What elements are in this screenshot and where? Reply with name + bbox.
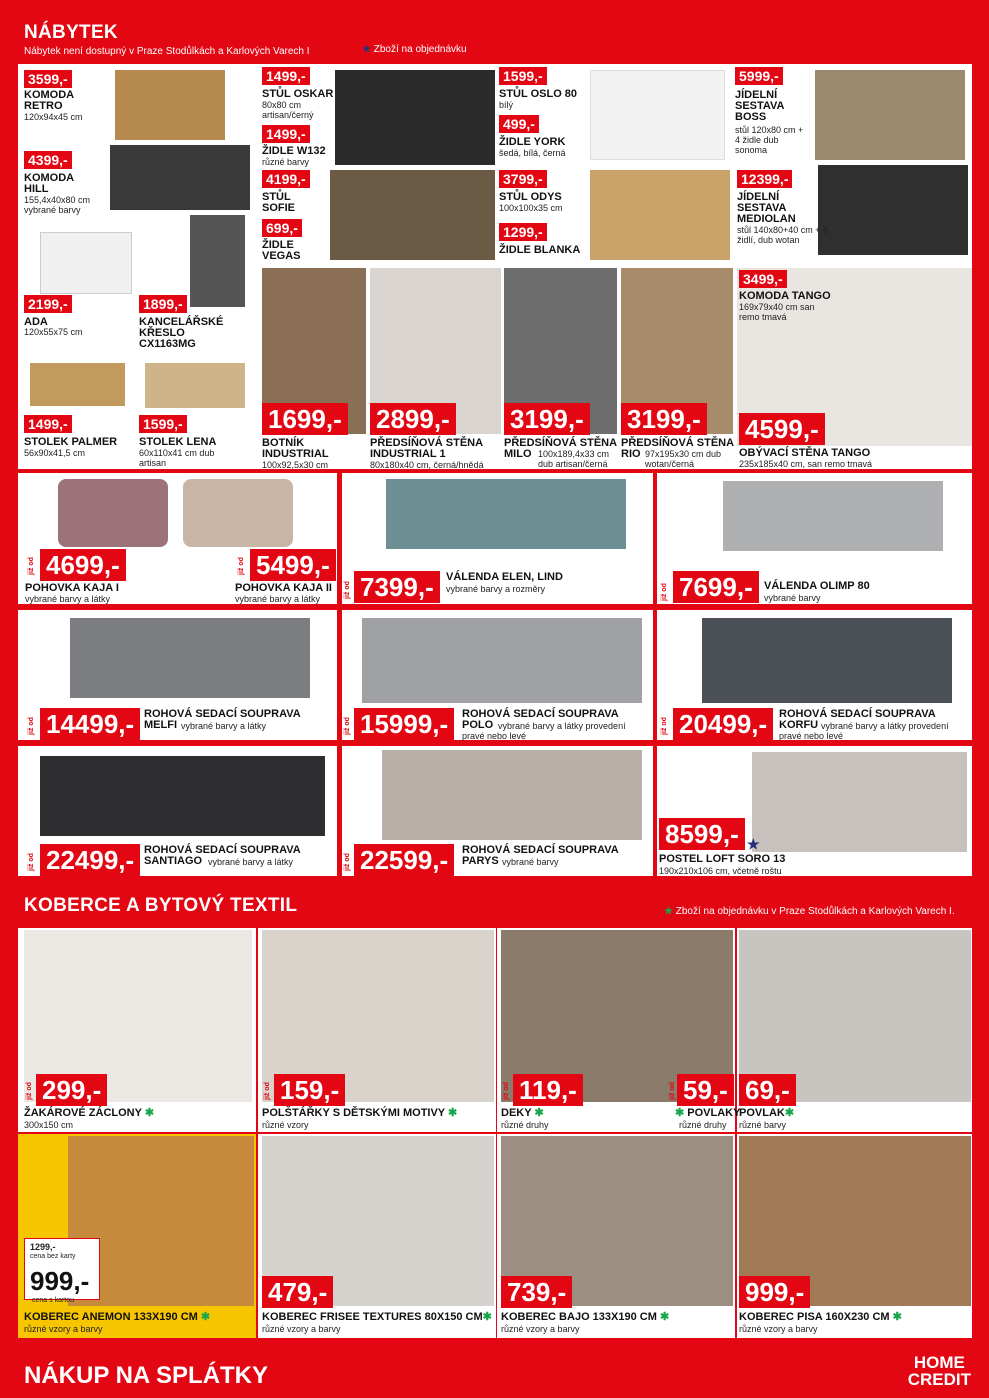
product-image	[183, 479, 293, 547]
product-name: STŮL SOFIE	[262, 191, 296, 214]
price-tag: 1599,-	[139, 415, 187, 433]
product-name: STŮL OSKAR	[262, 88, 334, 100]
product-name: ROHOVÁ SEDACÍ SOUPRAVA POLO	[462, 708, 619, 731]
product-image	[382, 750, 642, 840]
product-desc: 120x55x75 cm	[24, 327, 83, 337]
product-name: ✱ POVLAKY	[675, 1107, 741, 1119]
product-image	[815, 70, 965, 160]
product-desc: 190x210x106 cm, včetně roštu	[659, 866, 782, 876]
price-tag: 22499,-	[40, 844, 140, 876]
product-card	[342, 610, 653, 740]
product-desc: 56x90x41,5 cm	[24, 448, 86, 458]
price-tag: 4699,-	[40, 549, 126, 581]
product-desc: 300x150 cm	[24, 1120, 74, 1130]
product-name: JÍDELNÍ SESTAVA MEDIOLAN	[737, 191, 796, 225]
product-image	[752, 752, 967, 852]
product-name: KOMODA HILL	[24, 172, 74, 195]
product-name: ROHOVÁ SEDACÍ SOUPRAVA PARYS	[462, 844, 619, 867]
price-tag: 159,-	[274, 1074, 345, 1106]
card-price-note: cena s kartou	[32, 1297, 75, 1304]
product-name: ROHOVÁ SEDACÍ SOUPRAVA KORFU	[779, 708, 936, 731]
price-tag: 299,-	[36, 1074, 107, 1106]
product-image	[590, 70, 725, 160]
product-name: KOBEREC ANEMON 133X190 CM ✱	[24, 1311, 211, 1323]
product-card	[657, 746, 972, 876]
price-tag: 1899,-	[139, 295, 187, 313]
product-card	[18, 1134, 256, 1338]
footer-title: NÁKUP NA SPLÁTKY	[24, 1362, 269, 1389]
product-desc: vybrané barvy	[764, 593, 821, 603]
product-name: POSTEL LOFT SORO 13	[659, 853, 786, 865]
product-desc: šedá, bílá, černá	[499, 148, 566, 158]
product-desc: vybrané barvy a látky	[181, 721, 267, 731]
od-label: již od	[238, 557, 245, 575]
product-name: STŮL OSLO 80	[499, 88, 578, 100]
product-name: OBÝVACÍ STĚNA TANGO	[739, 447, 871, 459]
product-name: KANCELÁŘSKÉ KŘESLO CX1163MG	[139, 316, 224, 350]
product-desc: vybrané barvy a rozměry	[446, 584, 546, 594]
product-name: STOLEK LENA	[139, 436, 217, 448]
product-card	[342, 473, 653, 604]
price-tag: 3599,-	[24, 70, 72, 88]
price-tag: 1499,-	[24, 415, 72, 433]
product-image	[115, 70, 225, 140]
price-tag: 3499,-	[739, 270, 787, 288]
price-tag: 7699,-	[673, 571, 759, 603]
price-tag: 479,-	[262, 1276, 333, 1308]
od-label: již od	[503, 1082, 510, 1100]
order-note: ★ Zboží na objednávku v Praze Stodůlkách a Karlových Varech I.	[664, 906, 955, 917]
product-name: KOMODA RETRO	[24, 89, 74, 112]
product-name: ŽIDLE YORK	[499, 136, 566, 148]
product-name: PŘEDSÍŇOVÁ STĚNA MILO	[504, 437, 617, 460]
furniture-header	[0, 0, 989, 64]
price-tag: 999,-	[30, 1266, 90, 1296]
price-tag: 59,-	[677, 1074, 734, 1106]
price-tag: 1499,-	[262, 125, 310, 143]
price-tag: 119,-	[513, 1074, 583, 1106]
od-label: již od	[26, 1082, 33, 1100]
price-tag: 69,-	[739, 1074, 796, 1106]
od-label: již od	[344, 853, 351, 871]
product-desc: vybrané barvy a látky	[25, 594, 111, 604]
product-name: ŽIDLE VEGAS	[262, 239, 301, 262]
price-tag: 1599,-	[499, 67, 547, 85]
product-card	[737, 1134, 972, 1338]
price-tag: 5999,-	[735, 67, 783, 85]
product-name: KOBEREC FRISEE TEXTURES 80X150 CM✱	[262, 1311, 492, 1323]
price-tag: 739,-	[501, 1276, 572, 1308]
product-desc: bílý	[499, 100, 514, 110]
product-name: POLŠTÁŘKY S DĚTSKÝMI MOTIVY ✱	[262, 1107, 458, 1119]
product-card	[657, 473, 972, 604]
price-tag: 8599,-	[659, 818, 745, 850]
od-label: již od	[28, 557, 35, 575]
product-name: ROHOVÁ SEDACÍ SOUPRAVA SANTIAGO	[144, 844, 301, 867]
od-label: již od	[661, 717, 668, 735]
od-label: již od	[28, 853, 35, 871]
product-image	[590, 170, 730, 260]
product-desc: různé druhy	[501, 1120, 549, 1130]
product-name: ŽAKÁROVÉ ZÁCLONY ✱	[24, 1107, 155, 1119]
product-name: POHOVKA KAJA I	[25, 582, 119, 594]
od-label: již od	[28, 717, 35, 735]
product-card	[657, 610, 972, 740]
product-card	[18, 473, 337, 604]
star-icon: ★	[747, 836, 760, 852]
product-desc: různé vzory a barvy	[262, 1324, 341, 1334]
home-credit-logo: HOME CREDIT	[907, 1353, 971, 1389]
footer	[0, 1352, 989, 1398]
product-name: VÁLENDA ELEN, LIND	[446, 571, 563, 583]
product-desc: různé barvy	[262, 157, 310, 167]
order-note: ★ Zboží na objednávku	[362, 44, 467, 55]
product-desc: 235x185x40 cm, san remo tmavá	[739, 459, 873, 469]
product-desc: vybrané barvy a látky provedení pravé nebo levé	[462, 721, 626, 741]
product-card	[669, 928, 972, 1132]
old-price: 1299,-	[30, 1242, 56, 1252]
product-card	[18, 610, 337, 740]
star-icon: ★	[664, 906, 673, 917]
price-tag: 1699,-	[262, 403, 348, 435]
product-name: KOBEREC BAJO 133X190 CM ✱	[501, 1311, 670, 1323]
product-desc: 120x94x45 cm	[24, 112, 83, 122]
product-desc: 100x189,4x33 cm dub artisan/černá	[538, 449, 610, 469]
product-image	[723, 481, 943, 551]
product-desc: vybrané barvy a látky	[208, 857, 294, 867]
product-card	[342, 746, 653, 876]
product-card	[18, 928, 256, 1132]
product-image	[818, 165, 968, 255]
product-image	[190, 215, 245, 307]
product-desc: stůl 120x80 cm + 4 židle dub sonoma	[735, 125, 804, 155]
product-card	[18, 746, 337, 876]
product-desc: 100x92,5x30 cm	[262, 460, 329, 470]
product-image	[145, 363, 245, 408]
od-label: již od	[669, 1082, 676, 1100]
product-name: KOMODA TANGO	[739, 290, 831, 302]
price-tag: 7399,-	[354, 571, 440, 603]
product-image	[30, 363, 125, 406]
product-name: ADA	[24, 316, 48, 328]
price-tag: 699,-	[262, 219, 302, 237]
price-tag: 15999,-	[354, 708, 454, 740]
product-desc: různé druhy	[679, 1120, 727, 1130]
product-name: STOLEK PALMER	[24, 436, 118, 448]
price-tag: 4599,-	[739, 413, 825, 445]
product-name: STŮL ODYS	[499, 191, 562, 203]
section-title: NÁBYTEK	[24, 22, 118, 43]
product-desc: vybrané barvy	[502, 857, 559, 867]
price-tag: 14499,-	[40, 708, 140, 740]
product-desc: stůl 140x80+40 cm + 6 židlí, dub wotan	[737, 225, 829, 245]
product-image	[40, 232, 132, 294]
product-name: ŽIDLE W132	[262, 145, 326, 157]
product-desc: různé vzory a barvy	[739, 1324, 818, 1334]
price-tag: 499,-	[499, 115, 539, 133]
product-image	[335, 70, 495, 165]
product-image	[70, 618, 310, 698]
product-image	[40, 756, 325, 836]
price-tag: 1499,-	[262, 67, 310, 85]
product-image	[702, 618, 952, 703]
od-label: již od	[661, 583, 668, 601]
product-card	[258, 928, 496, 1132]
price-tag: 4399,-	[24, 151, 72, 169]
section-title: KOBERCE A BYTOVÝ TEXTIL	[24, 895, 298, 916]
price-tag: 5499,-	[250, 549, 336, 581]
product-image	[58, 479, 168, 547]
od-label: již od	[344, 717, 351, 735]
product-name: ŽIDLE BLANKA	[499, 244, 581, 256]
product-name: PŘEDSÍŇOVÁ STĚNA RIO	[621, 437, 734, 460]
product-image	[110, 145, 250, 210]
product-desc: 169x79x40 cm san remo tmavá	[739, 302, 815, 322]
product-desc: vybrané barvy a látky provedení pravé nebo levé	[779, 721, 949, 741]
price-tag: 2899,-	[370, 403, 456, 435]
price-tag: 12399,-	[737, 170, 792, 188]
product-name: DEKY ✱	[501, 1107, 544, 1119]
price-tag: 3199,-	[621, 403, 707, 435]
product-desc: vybrané barvy a látky	[235, 594, 321, 604]
product-name: JÍDELNÍ SESTAVA BOSS	[735, 89, 785, 123]
product-name: PŘEDSÍŇOVÁ STĚNA INDUSTRIAL 1	[370, 437, 483, 460]
product-name: KOBEREC PISA 160X230 CM ✱	[739, 1311, 902, 1323]
price-tag: 1299,-	[499, 223, 547, 241]
product-desc: 100x100x35 cm	[499, 203, 563, 213]
product-desc: 155,4x40x80 cm vybrané barvy	[24, 195, 91, 215]
product-name: POHOVKA KAJA II	[235, 582, 332, 594]
product-desc: 80x180x40 cm, černá/hnědá	[370, 460, 484, 470]
product-name: VÁLENDA OLIMP 80	[764, 580, 870, 592]
product-desc: různé vzory a barvy	[24, 1324, 103, 1334]
od-label: již od	[344, 581, 351, 599]
old-price-note: cena bez karty	[30, 1253, 76, 1260]
product-name: BOTNÍK INDUSTRIAL	[262, 437, 329, 460]
product-image	[362, 618, 642, 703]
product-image	[330, 170, 495, 260]
price-tag: 3199,-	[504, 403, 590, 435]
price-tag: 2199,-	[24, 295, 72, 313]
product-card	[497, 1134, 735, 1338]
product-image	[386, 479, 626, 549]
star-icon: ★	[362, 44, 371, 55]
section-note: Nábytek není dostupný v Praze Stodůlkách a Karlových Varech I	[24, 46, 310, 57]
textile-header	[0, 882, 989, 926]
price-tag: 3799,-	[499, 170, 547, 188]
product-desc: různé vzory a barvy	[501, 1324, 580, 1334]
price-tag: 999,-	[739, 1276, 810, 1308]
product-desc: různé barvy	[739, 1120, 787, 1130]
product-desc: různé vzory	[262, 1120, 309, 1130]
product-name: POVLAK✱	[739, 1107, 795, 1119]
price-tag: 22599,-	[354, 844, 454, 876]
product-desc: 80x80 cm artisan/černý	[262, 100, 314, 120]
od-label: již od	[264, 1082, 271, 1100]
product-card	[258, 1134, 496, 1338]
product-name: ROHOVÁ SEDACÍ SOUPRAVA MELFI	[144, 708, 301, 731]
price-tag: 4199,-	[262, 170, 310, 188]
product-desc: 60x110x41 cm dub artisan	[139, 448, 215, 468]
price-tag: 20499,-	[673, 708, 773, 740]
product-desc: 97x195x30 cm dub wotan/černá	[645, 449, 722, 469]
